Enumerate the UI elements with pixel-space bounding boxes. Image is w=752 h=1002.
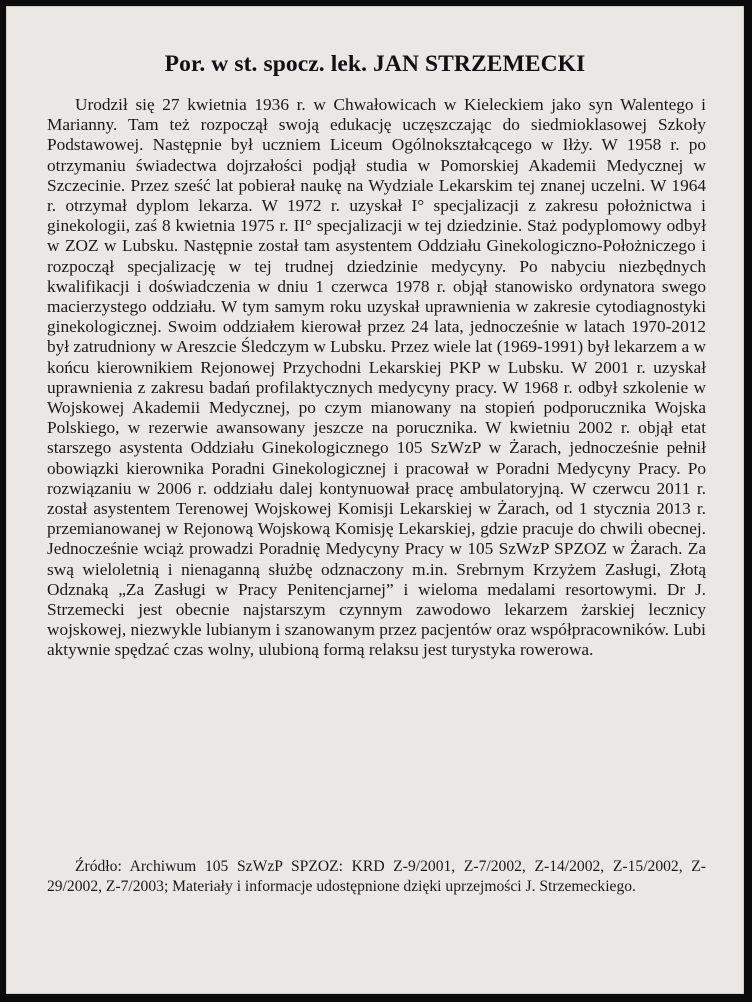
page-title: Por. w st. spocz. lek. JAN STRZEMECKI bbox=[164, 51, 586, 77]
biography-paragraph: Urodził się 27 kwietnia 1936 r. w Chwałowicach w Kieleckiem jako syn Walentego i Marianny. Tam też rozpoczął swoją edukację uczęszczając do siedmioklasowej Szkoły Podstawowej. Następnie był uczniem Liceum Ogólnokształcącego w Iłży. W 1958 r. po otrzymaniu świadectwa dojrzałości podjął studia w Pomorskiej Akademii Medycznej w Szczecinie. Przez sześć lat pobierał naukę na Wydziale Lekarskim tej znanej uczelni. W 1964 r. otrzymał dyplom lekarza. W 1972 r. uzyskał I° specjalizacji z zakresu położnictwa i ginekologii, zaś 8 kwietnia 1975 r. II° specjalizacji w tej dziedzinie. Staż podyplomowy odbył w ZOZ w Lubsku. Następnie został tam asystentem Oddziału Ginekologiczno-Położniczego i rozpoczął specjalizację w tej trudnej dziedzinie medycyny. Po nabyciu niezbędnych kwalifikacji i doświadczenia w dniu 1 czerwca 1978 r. objął stanowisko ordynatora swego macierzystego oddziału. W tym samym roku uzyskał uprawnienia w zakresie cytodiagnostyki ginekologicznej. Swoim oddziałem kierował przez 24 lata, jednocześnie w latach 1970-2012 był zatrudniony w Areszcie Śledczym w Lubsku. Przez wiele lat (1969-1991) był lekarzem a w końcu kierownikiem Rejonowej Przychodni Lekarskiej PKP w Lubsku. W 2001 r. uzyskał uprawnienia z zakresu badań profilaktycznych medycyny pracy. W 1968 r. odbył szkolenie w Wojskowej Akademii Medycznej, po czym mianowany na stopień podporucznika Wojska Polskiego, w rezerwie awansowany jeszcze na porucznika. W kwietniu 2002 r. objął etat starszego asystenta Oddziału Ginekologicznego 105 SzWzP w Żarach, jednocześnie pełnił obowiązki kierownika Poradni Ginekologicznej i pracował w Poradni Medycyny Pracy. Po rozwiązaniu w 2006 r. oddziału dalej kontynuował pracę ambulatoryjną. W czerwcu 2011 r. został asystentem Terenowej Wojskowej Komisji Lekarskiej w Żarach, od 1 stycznia 2013 r. przemianowanej w Rejonową Wojskową Komisję Lekarskiej, gdzie pracuje do chwili obecnej. Jednocześnie wciąż prowadzi Poradnię Medycyny Pracy w 105 SzWzP SPZOZ w Żarach. Za swą wieloletnią i nienaganną służbę odznaczony m.in. Srebrnym Krzyżem Zasługi, Złotą Odznaką „Za Zasługi w Pracy Penitencjarnej” i wieloma medalami resortowymi. Dr J. Strzemecki jest obecnie najstarszym czynnym zawodowo lekarzem żarskiej lecznicy wojskowej, niezwykle lubianym i szanowanym przez pacjentów oraz współpracowników. Lubi aktywnie spędzać czas wolny, ulubioną formą relaksu jest turystyka rowerowa. bbox=[47, 95, 706, 660]
document-page bbox=[6, 6, 744, 994]
source-note: Źródło: Archiwum 105 SzWzP SPZOZ: KRD Z-9/2001, Z-7/2002, Z-14/2002, Z-15/2002, Z-29/2002, Z-7/2003; Materiały i informacje udostępnione dzięki uprzejmości J. Strzemeckiego. bbox=[47, 858, 706, 895]
